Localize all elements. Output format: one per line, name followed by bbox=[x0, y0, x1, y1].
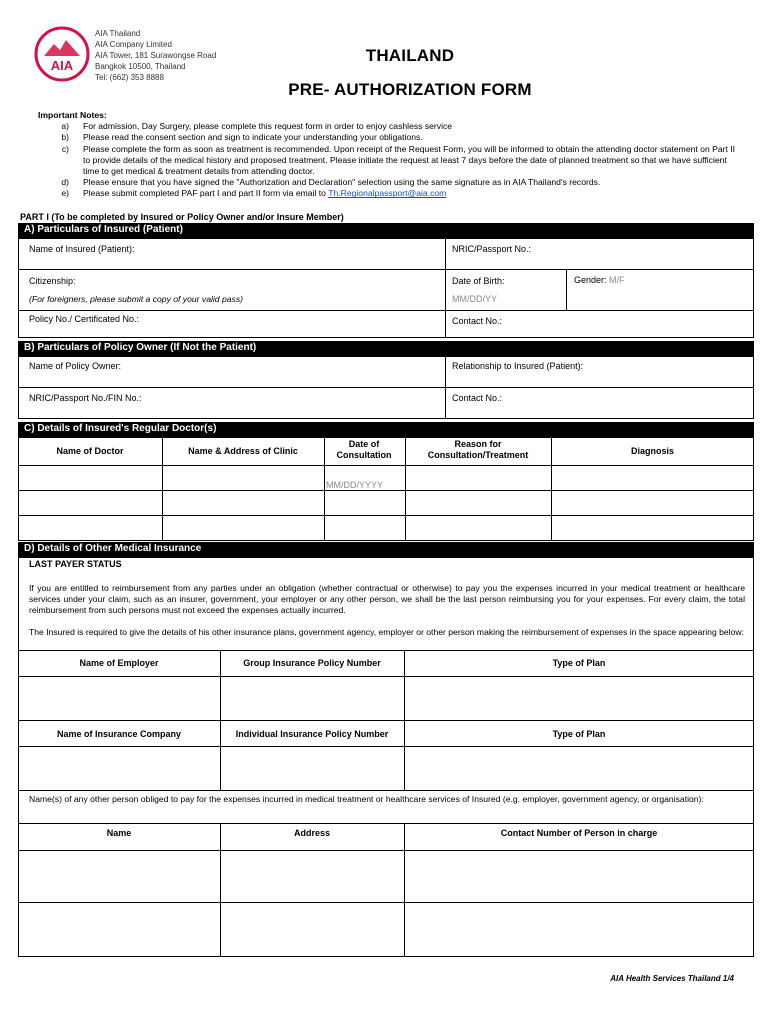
col-diagnosis: Diagnosis bbox=[630, 446, 674, 456]
col-clinic: Name & Address of Clinic bbox=[188, 446, 298, 456]
col-doctor-name: Name of Doctor bbox=[56, 446, 124, 456]
important-notes bbox=[38, 110, 738, 200]
part1-title: PART I (To be completed by Insured or Policy Owner and/or Insure Member) bbox=[20, 212, 344, 222]
company-line: AIA Tower, 181 Surawongse Road bbox=[95, 51, 217, 60]
company-address bbox=[95, 28, 216, 83]
col-individual-policy: Individual Insurance Policy Number bbox=[235, 729, 389, 739]
col-reason: Reason for Consultation/Treatment bbox=[427, 439, 529, 460]
insured-nric-field[interactable]: NRIC/Passport No.: bbox=[452, 244, 532, 254]
insured-contact-field[interactable]: Contact No.: bbox=[452, 316, 503, 326]
last-payer-paragraph: If you are entitled to reimbursement from any parties under an obligation (whether contractual or otherwise) to pay you the expenses incurred in your medical treatment or healthcare services under your claim, such as an insurer, government, your employer or any other person, we shall be the last person reimbursing you for your expenses. For every claim, the total reimbursement from such persons must not exceed the expenses actually incurred. bbox=[29, 583, 745, 615]
col-group-policy: Group Insurance Policy Number bbox=[243, 658, 381, 668]
foreigner-note: (For foreigners, please submit a copy of your valid pass) bbox=[29, 294, 243, 304]
col-contact-person: Contact Number of Person in charge bbox=[500, 828, 658, 838]
company-line: Bangkok 10500, Thailand bbox=[95, 62, 186, 71]
section-a-header: A) Particulars of Insured (Patient) bbox=[18, 223, 754, 238]
section-d-box bbox=[18, 557, 754, 957]
last-payer-heading: LAST PAYER STATUS bbox=[29, 559, 122, 569]
note-item: a) For admission, Day Surgery, please complete this request form in order to enjoy cashless service bbox=[61, 121, 453, 132]
insured-name-field[interactable]: Name of Insured (Patient): bbox=[29, 244, 135, 254]
col-person-name: Name bbox=[106, 828, 132, 838]
section-d-header: D) Details of Other Medical Insurance bbox=[18, 542, 754, 557]
title-country: THAILAND bbox=[365, 46, 455, 65]
col-address: Address bbox=[293, 828, 330, 838]
page-footer: AIA Health Services Thailand 1/4 bbox=[610, 974, 734, 983]
policy-number-field[interactable]: Policy No./ Certificated No.: bbox=[29, 314, 140, 324]
company-line: Tel: (662) 353 8888 bbox=[95, 73, 164, 82]
dob-hint: MM/DD/YY bbox=[452, 294, 497, 304]
dob-field[interactable]: Date of Birth: bbox=[452, 276, 505, 286]
col-employer: Name of Employer bbox=[79, 658, 159, 668]
section-b-header: B) Particulars of Policy Owner (If Not the Patient) bbox=[18, 341, 754, 356]
instruction-paragraph: The Insured is required to give the details of his other insurance plans, government agency, employer or other person making the reimbursement of expenses in the space appearing below: bbox=[29, 627, 744, 637]
col-plan-type: Type of Plan bbox=[552, 658, 606, 668]
aia-logo bbox=[34, 26, 90, 82]
col-plan-type-2: Type of Plan bbox=[552, 729, 606, 739]
note-item: c) Please complete the form as soon as treatment is recommended. Upon receipt of the Request Form, you will be informed to obtain the attending doctor statement on Part II to provide details of the medical history and proposed treatment. Please initiate the request at least 7 days before the date of planned treatment so that we have sufficient time to get medical & treatment details from attending doctor. bbox=[61, 143, 736, 177]
owner-contact-field[interactable]: Contact No.: bbox=[452, 393, 503, 403]
section-c-header: C) Details of Insured's Regular Doctor(s) bbox=[18, 422, 754, 437]
note-item: e) Please submit completed PAF part I and part II form via email to Th.Regionalpassport@aia.com bbox=[61, 188, 447, 199]
form-title: PRE- AUTHORIZATION FORM bbox=[288, 80, 532, 99]
relationship-field[interactable]: Relationship to Insured (Patient): bbox=[452, 361, 584, 371]
col-insurance-company: Name of Insurance Company bbox=[56, 729, 182, 739]
company-line: AIA Thailand bbox=[95, 29, 141, 38]
note-item: b) Please read the consent section and sign to indicate your understanding your obligations. bbox=[61, 132, 423, 143]
col-date: Date of Consultation bbox=[336, 439, 392, 460]
logo-text: AIA bbox=[50, 58, 74, 73]
owner-name-field[interactable]: Name of Policy Owner: bbox=[29, 361, 122, 371]
date-hint: MM/DD/YYYY bbox=[326, 480, 384, 490]
notes-heading: Important Notes: bbox=[38, 110, 107, 120]
other-payer-paragraph: Name(s) of any other person obliged to pay for the expenses incurred in medical treatment or healthcare services of Insured (e.g. employer, government agency, or organisation): bbox=[29, 794, 704, 804]
company-line: AIA Company Limited bbox=[95, 40, 172, 49]
email-link[interactable]: Th.Regionalpassport@aia.com bbox=[328, 188, 447, 199]
note-item: d) Please ensure that you have signed the "Authorization and Declaration" selection using the same signature as in AIA Thailand's records. bbox=[61, 177, 601, 188]
gender-field[interactable]: Gender: M/F bbox=[574, 275, 625, 285]
owner-nric-field[interactable]: NRIC/Passport No./FIN No.: bbox=[29, 393, 142, 403]
citizenship-field[interactable]: Citizenship: bbox=[29, 276, 76, 286]
